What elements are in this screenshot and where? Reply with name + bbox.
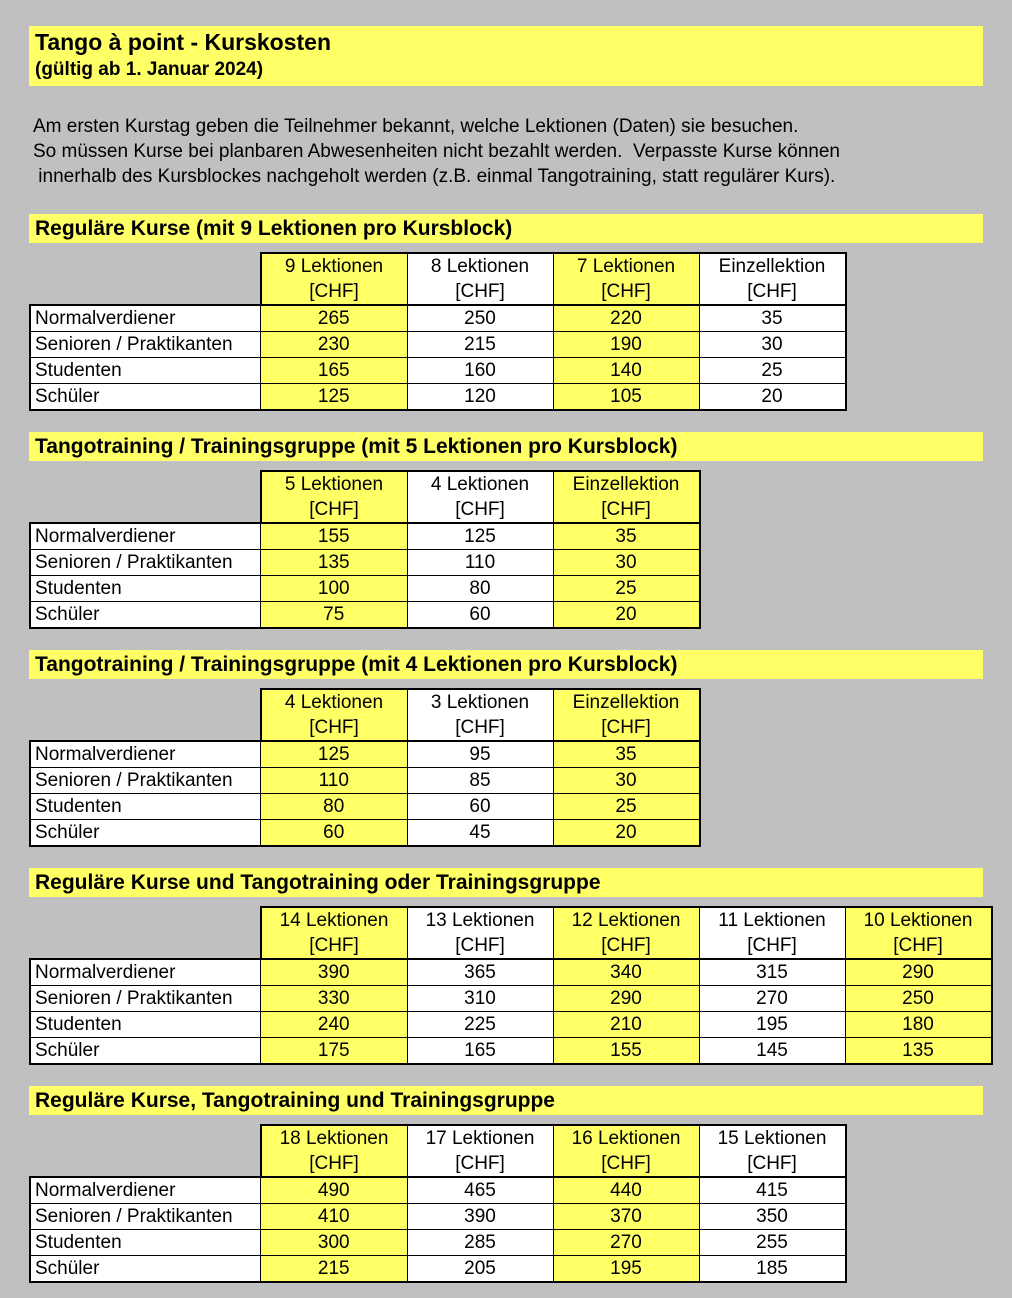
table-row (30, 1204, 846, 1230)
price-cell: 155 (553, 1038, 699, 1065)
price-cell: 300 (261, 1230, 408, 1256)
column-label: Einzellektion (718, 256, 826, 277)
column-unit: [CHF] (747, 281, 797, 302)
price-cell: 110 (261, 768, 408, 794)
price-cell: 125 (261, 384, 408, 411)
price-cell: 35 (553, 523, 700, 550)
column-unit: [CHF] (455, 499, 505, 520)
row-label: Normalverdiener (30, 1177, 261, 1204)
table-row (30, 576, 700, 602)
table-row (30, 959, 992, 986)
price-cell: 105 (553, 384, 699, 411)
row-label: Schüler (30, 1038, 261, 1065)
column-unit: [CHF] (601, 281, 651, 302)
table-row (30, 794, 700, 820)
price-cell: 365 (407, 959, 553, 986)
price-cell: 85 (407, 768, 553, 794)
column-unit: [CHF] (309, 935, 359, 956)
price-cell: 25 (553, 576, 700, 602)
price-cell: 135 (845, 1038, 992, 1065)
table-corner (30, 689, 261, 741)
price-cell: 240 (261, 1012, 408, 1038)
table-row (30, 332, 846, 358)
table-row (30, 768, 700, 794)
column-unit: [CHF] (601, 717, 651, 738)
price-cell: 45 (407, 820, 553, 847)
table-row (30, 1256, 846, 1283)
column-unit: [CHF] (601, 499, 651, 520)
column-header (407, 1125, 553, 1177)
price-cell: 270 (553, 1230, 699, 1256)
column-header (553, 689, 700, 741)
price-cell: 285 (407, 1230, 553, 1256)
column-unit: [CHF] (309, 1153, 359, 1174)
column-label: 9 Lektionen (284, 256, 384, 277)
price-cell: 265 (261, 305, 408, 332)
column-unit: [CHF] (601, 1153, 651, 1174)
column-label: 4 Lektionen (430, 474, 530, 495)
column-unit: [CHF] (455, 935, 505, 956)
column-header (261, 1125, 408, 1177)
price-cell: 210 (553, 1012, 699, 1038)
price-cell: 145 (699, 1038, 845, 1065)
row-label: Schüler (30, 384, 261, 411)
column-label: 8 Lektionen (430, 256, 530, 277)
price-cell: 75 (261, 602, 408, 629)
price-cell: 20 (699, 384, 846, 411)
price-cell: 215 (261, 1256, 408, 1283)
price-cell: 125 (261, 741, 408, 768)
column-label: 15 Lektionen (717, 1128, 827, 1149)
row-label: Schüler (30, 1256, 261, 1283)
table-corner (30, 253, 261, 305)
price-cell: 135 (261, 550, 408, 576)
intro-line: innerhalb des Kursblockes nachgeholt werden (z.B. einmal Tangotraining, statt regulärer Kurs). (33, 166, 836, 187)
table-row (30, 1012, 992, 1038)
price-cell: 290 (553, 986, 699, 1012)
column-unit: [CHF] (309, 281, 359, 302)
price-cell: 310 (407, 986, 553, 1012)
row-label: Studenten (30, 358, 261, 384)
row-label: Schüler (30, 602, 261, 629)
table-row (30, 1230, 846, 1256)
table-row (30, 384, 846, 411)
column-label: 4 Lektionen (284, 692, 384, 713)
price-cell: 60 (261, 820, 408, 847)
price-cell: 60 (407, 794, 553, 820)
price-cell: 225 (407, 1012, 553, 1038)
price-cell: 290 (845, 959, 992, 986)
column-label: 17 Lektionen (425, 1128, 535, 1149)
table-corner (30, 907, 261, 959)
table-corner (30, 1125, 261, 1177)
row-label: Studenten (30, 576, 261, 602)
price-cell: 175 (261, 1038, 408, 1065)
column-header (407, 471, 553, 523)
page-title: Tango à point - Kurskosten (35, 29, 332, 55)
column-header (553, 253, 699, 305)
row-label: Schüler (30, 820, 261, 847)
column-header (699, 907, 845, 959)
price-cell: 20 (553, 820, 700, 847)
price-cell: 60 (407, 602, 553, 629)
price-cell: 390 (261, 959, 408, 986)
price-cell: 100 (261, 576, 408, 602)
column-label: 11 Lektionen (718, 910, 826, 931)
column-unit: [CHF] (893, 935, 943, 956)
intro-line: So müssen Kurse bei planbaren Abwesenheiten nicht bezahlt werden. Verpasste Kurse können (33, 141, 840, 162)
column-label: 10 Lektionen (863, 910, 973, 931)
price-cell: 465 (407, 1177, 553, 1204)
price-cell: 350 (699, 1204, 846, 1230)
column-header (407, 253, 553, 305)
price-cell: 155 (261, 523, 408, 550)
column-header (699, 253, 846, 305)
table-row (30, 1177, 846, 1204)
column-header (407, 907, 553, 959)
table-row (30, 523, 700, 550)
price-cell: 140 (553, 358, 699, 384)
page-subtitle: (gültig ab 1. Januar 2024) (35, 59, 264, 80)
price-cell: 415 (699, 1177, 846, 1204)
price-table (29, 906, 993, 1065)
table-row (30, 741, 700, 768)
column-label: 14 Lektionen (279, 910, 389, 931)
column-label: 7 Lektionen (576, 256, 676, 277)
column-label: 13 Lektionen (425, 910, 535, 931)
price-cell: 185 (699, 1256, 846, 1283)
price-cell: 255 (699, 1230, 846, 1256)
table-row (30, 820, 700, 847)
table-row (30, 305, 846, 332)
price-cell: 35 (553, 741, 700, 768)
price-cell: 230 (261, 332, 408, 358)
column-label: Einzellektion (572, 474, 680, 495)
column-header (845, 907, 992, 959)
table-row (30, 1038, 992, 1065)
price-cell: 490 (261, 1177, 408, 1204)
row-label: Normalverdiener (30, 523, 261, 550)
section-title: Tangotraining / Trainingsgruppe (mit 5 Lektionen pro Kursblock) (29, 432, 983, 461)
column-unit: [CHF] (455, 717, 505, 738)
price-table (29, 470, 701, 629)
column-unit: [CHF] (747, 935, 797, 956)
column-header (553, 907, 699, 959)
price-cell: 120 (407, 384, 553, 411)
price-table (29, 252, 847, 411)
price-cell: 190 (553, 332, 699, 358)
price-cell: 25 (553, 794, 700, 820)
price-table (29, 688, 701, 847)
table-row (30, 986, 992, 1012)
title-band (29, 26, 983, 86)
row-label: Normalverdiener (30, 741, 261, 768)
column-header (699, 1125, 846, 1177)
price-cell: 125 (407, 523, 553, 550)
price-cell: 250 (407, 305, 553, 332)
intro-line: Am ersten Kurstag geben die Teilnehmer bekannt, welche Lektionen (Daten) sie besuchen. (33, 116, 799, 137)
price-cell: 215 (407, 332, 553, 358)
price-cell: 30 (699, 332, 846, 358)
column-unit: [CHF] (601, 935, 651, 956)
row-label: Senioren / Praktikanten (30, 986, 261, 1012)
column-label: 5 Lektionen (284, 474, 384, 495)
price-cell: 205 (407, 1256, 553, 1283)
price-cell: 220 (553, 305, 699, 332)
price-cell: 30 (553, 550, 700, 576)
price-cell: 30 (553, 768, 700, 794)
section-title: Reguläre Kurse (mit 9 Lektionen pro Kursblock) (29, 214, 983, 243)
section-title: Reguläre Kurse und Tangotraining oder Trainingsgruppe (29, 868, 983, 897)
section-title: Tangotraining / Trainingsgruppe (mit 4 Lektionen pro Kursblock) (29, 650, 983, 679)
table-corner (30, 471, 261, 523)
row-label: Normalverdiener (30, 305, 261, 332)
price-cell: 340 (553, 959, 699, 986)
price-cell: 195 (553, 1256, 699, 1283)
column-header (407, 689, 553, 741)
section-title: Reguläre Kurse, Tangotraining und Trainingsgruppe (29, 1086, 983, 1115)
price-cell: 440 (553, 1177, 699, 1204)
price-cell: 410 (261, 1204, 408, 1230)
column-unit: [CHF] (309, 499, 359, 520)
row-label: Senioren / Praktikanten (30, 768, 261, 794)
column-label: Einzellektion (572, 692, 680, 713)
price-cell: 160 (407, 358, 553, 384)
row-label: Senioren / Praktikanten (30, 550, 261, 576)
price-cell: 25 (699, 358, 846, 384)
price-cell: 370 (553, 1204, 699, 1230)
price-cell: 165 (261, 358, 408, 384)
column-header (261, 253, 408, 305)
price-cell: 250 (845, 986, 992, 1012)
price-table (29, 1124, 847, 1283)
column-label: 18 Lektionen (279, 1128, 389, 1149)
price-cell: 195 (699, 1012, 845, 1038)
row-label: Studenten (30, 1012, 261, 1038)
price-cell: 20 (553, 602, 700, 629)
price-cell: 80 (407, 576, 553, 602)
price-cell: 330 (261, 986, 408, 1012)
column-unit: [CHF] (455, 1153, 505, 1174)
column-unit: [CHF] (747, 1153, 797, 1174)
column-label: 16 Lektionen (571, 1128, 681, 1149)
column-label: 12 Lektionen (571, 910, 681, 931)
column-label: 3 Lektionen (430, 692, 530, 713)
price-cell: 270 (699, 986, 845, 1012)
table-row (30, 602, 700, 629)
column-header (261, 689, 408, 741)
row-label: Normalverdiener (30, 959, 261, 986)
price-cell: 315 (699, 959, 845, 986)
row-label: Studenten (30, 1230, 261, 1256)
price-cell: 390 (407, 1204, 553, 1230)
row-label: Senioren / Praktikanten (30, 332, 261, 358)
row-label: Studenten (30, 794, 261, 820)
intro-text (33, 114, 840, 189)
price-cell: 180 (845, 1012, 992, 1038)
column-unit: [CHF] (309, 717, 359, 738)
price-cell: 165 (407, 1038, 553, 1065)
column-header (553, 1125, 699, 1177)
row-label: Senioren / Praktikanten (30, 1204, 261, 1230)
column-header (261, 471, 408, 523)
column-header (261, 907, 408, 959)
price-cell: 110 (407, 550, 553, 576)
table-row (30, 550, 700, 576)
column-header (553, 471, 700, 523)
price-cell: 80 (261, 794, 408, 820)
price-cell: 35 (699, 305, 846, 332)
price-cell: 95 (407, 741, 553, 768)
table-row (30, 358, 846, 384)
column-unit: [CHF] (455, 281, 505, 302)
